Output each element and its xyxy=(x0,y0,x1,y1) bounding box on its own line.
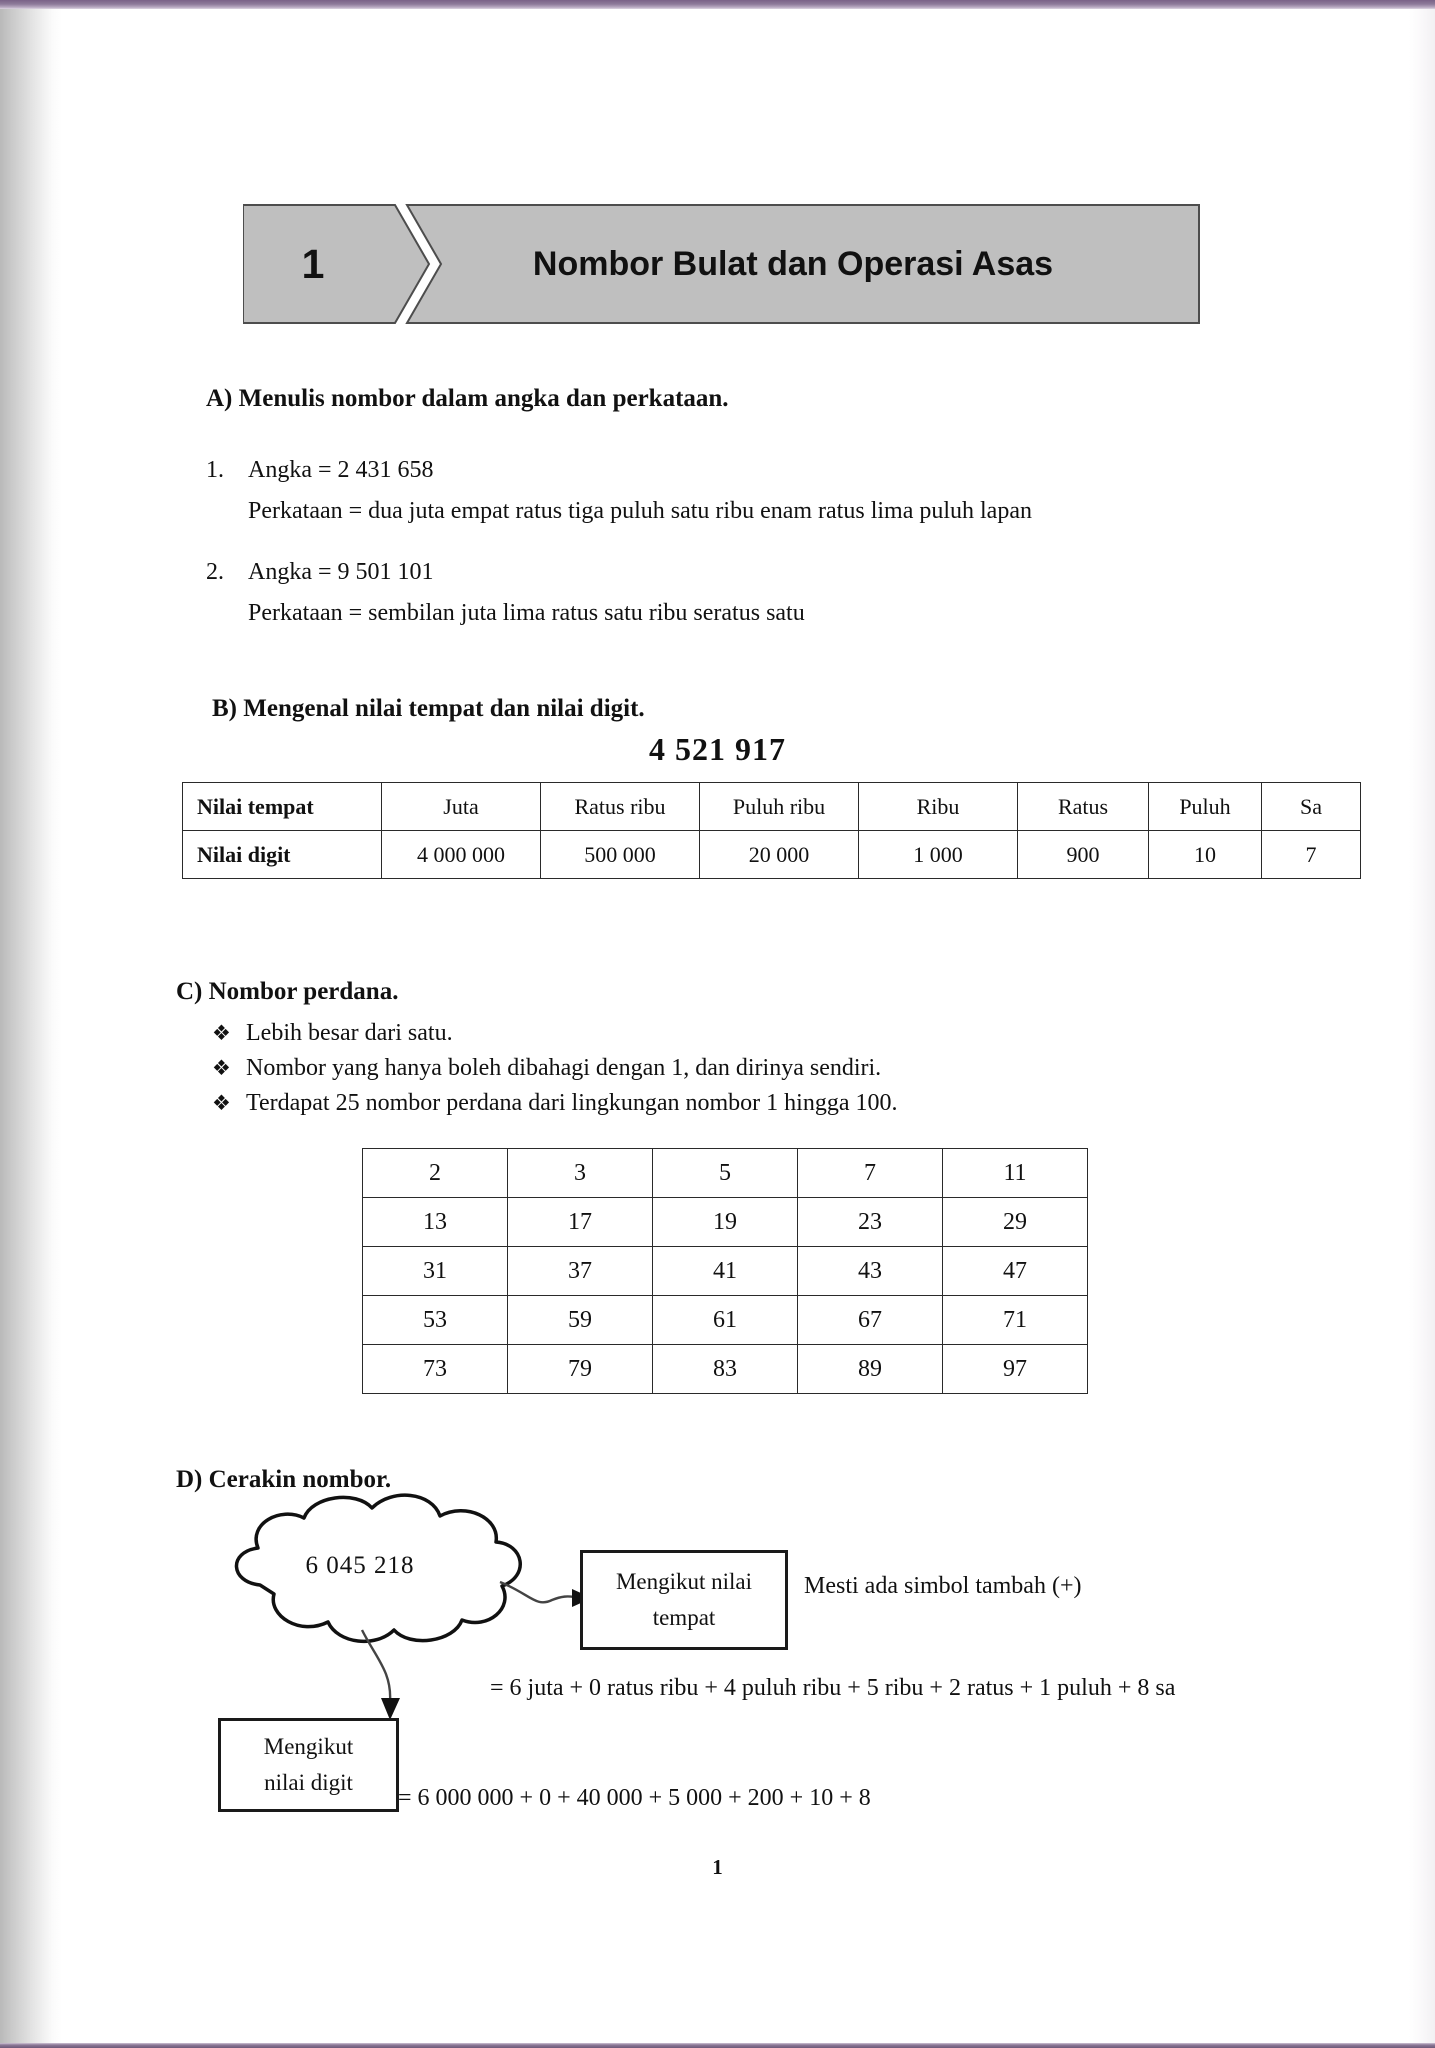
prime-cell: 31 xyxy=(363,1247,508,1296)
place-value-cell: Ratus ribu xyxy=(541,783,700,831)
prime-cell: 11 xyxy=(943,1149,1088,1198)
place-value-method-line1: Mengikut nilai xyxy=(615,1569,753,1595)
page-right-edge xyxy=(1409,9,1435,2043)
prime-cell: 19 xyxy=(653,1198,798,1247)
expansion-place-value: = 6 juta + 0 ratus ribu + 4 puluh ribu + 5 ribu + 2 ratus + 1 puluh + 8 sa xyxy=(490,1675,1176,1701)
digit-value-method-line2: nilai digit xyxy=(264,1770,353,1795)
place-value-cell: Puluh ribu xyxy=(700,783,859,831)
table-row xyxy=(363,1198,1088,1247)
digit-value-cell: 900 xyxy=(1018,831,1149,879)
digit-value-method-line1: Mengikut xyxy=(263,1734,354,1760)
digit-value-method-box xyxy=(218,1718,399,1812)
prime-cell: 13 xyxy=(363,1198,508,1247)
table-row xyxy=(363,1345,1088,1394)
chapter-number: 1 xyxy=(301,240,325,287)
place-value-cell: Sa xyxy=(1262,783,1361,831)
place-value-method-box xyxy=(580,1550,788,1650)
arrow-to-place-value-box xyxy=(500,1582,574,1602)
bottom-accent-bar xyxy=(0,2043,1435,2048)
place-value-method-line2: tempat xyxy=(652,1605,716,1630)
prime-cell: 79 xyxy=(508,1345,653,1394)
place-value-cell: Ratus xyxy=(1018,783,1149,831)
prime-cell: 83 xyxy=(653,1345,798,1394)
digit-value-cell: 4 000 000 xyxy=(382,831,541,879)
chapter-title: Nombor Bulat dan Operasi Asas xyxy=(532,244,1054,283)
list-item xyxy=(212,1055,881,1082)
prime-cell: 5 xyxy=(653,1149,798,1198)
prime-cell: 71 xyxy=(943,1296,1088,1345)
prime-cell: 43 xyxy=(798,1247,943,1296)
prime-numbers-table xyxy=(362,1148,1088,1394)
prime-cell: 53 xyxy=(363,1296,508,1345)
bullet-text: Lebih besar dari satu. xyxy=(246,1020,453,1046)
diamond-bullet-icon: ❖ xyxy=(212,1021,231,1045)
prime-cell: 23 xyxy=(798,1198,943,1247)
expansion-digit-value: = 6 000 000 + 0 + 40 000 + 5 000 + 200 + 10 + 8 xyxy=(398,1785,871,1811)
prime-cell: 59 xyxy=(508,1296,653,1345)
place-value-cell: Juta xyxy=(382,783,541,831)
table-row xyxy=(363,1247,1088,1296)
digit-value-cell: 10 xyxy=(1149,831,1262,879)
cloud-number: 6 045 218 xyxy=(305,1552,415,1579)
section-b-heading: B) Mengenal nilai tempat dan nilai digit. xyxy=(212,695,645,722)
chapter-banner xyxy=(243,204,1200,324)
table-row xyxy=(363,1296,1088,1345)
arrowhead-digit-value xyxy=(381,1698,400,1720)
digit-value-cell: 7 xyxy=(1262,831,1361,879)
prime-cell: 89 xyxy=(798,1345,943,1394)
prime-cell: 3 xyxy=(508,1149,653,1198)
diamond-bullet-icon: ❖ xyxy=(212,1091,231,1115)
place-value-number: 4 521 917 xyxy=(649,731,786,767)
top-accent-bar xyxy=(0,0,1435,9)
prime-cell: 17 xyxy=(508,1198,653,1247)
item-2-angka: Angka = 9 501 101 xyxy=(248,559,434,585)
diamond-bullet-icon: ❖ xyxy=(212,1056,231,1080)
prime-cell: 2 xyxy=(363,1149,508,1198)
digit-value-cell: 1 000 xyxy=(859,831,1018,879)
place-value-cell: Ribu xyxy=(859,783,1018,831)
item-1-angka: Angka = 2 431 658 xyxy=(248,457,434,483)
prime-cell: 41 xyxy=(653,1247,798,1296)
prime-cell: 7 xyxy=(798,1149,943,1198)
table-row xyxy=(363,1149,1088,1198)
page-number: 1 xyxy=(712,1855,723,1879)
prime-cell: 73 xyxy=(363,1345,508,1394)
item-2-perkataan: Perkataan = sembilan juta lima ratus satu ribu seratus satu xyxy=(248,600,805,626)
prime-cell: 97 xyxy=(943,1345,1088,1394)
prime-cell: 47 xyxy=(943,1247,1088,1296)
item-1-perkataan: Perkataan = dua juta empat ratus tiga puluh satu ribu enam ratus lima puluh lapan xyxy=(248,498,1032,524)
row-label-nilai-tempat: Nilai tempat xyxy=(183,783,382,831)
bullet-text: Nombor yang hanya boleh dibahagi dengan 1, dan dirinya sendiri. xyxy=(246,1055,882,1081)
list-item xyxy=(212,1020,453,1047)
digit-value-cell: 500 000 xyxy=(541,831,700,879)
prime-cell: 61 xyxy=(653,1296,798,1345)
item-2-index: 2. xyxy=(206,559,224,585)
plus-symbol-note: Mesti ada simbol tambah (+) xyxy=(804,1573,1082,1599)
prime-cell: 29 xyxy=(943,1198,1088,1247)
prime-cell: 37 xyxy=(508,1247,653,1296)
cerakin-diagram xyxy=(200,1490,1400,1850)
table-row xyxy=(183,783,1361,831)
bullet-text: Terdapat 25 nombor perdana dari lingkungan nombor 1 hingga 100. xyxy=(246,1090,898,1116)
prime-cell: 67 xyxy=(798,1296,943,1345)
list-item xyxy=(212,1090,898,1117)
section-d-heading: D) Cerakin nombor. xyxy=(176,1466,392,1493)
section-c-heading: C) Nombor perdana. xyxy=(176,978,399,1005)
page-binding-shadow xyxy=(0,9,62,2043)
item-1-index: 1. xyxy=(206,457,224,483)
table-row xyxy=(183,831,1361,879)
place-value-table xyxy=(182,782,1361,879)
row-label-nilai-digit: Nilai digit xyxy=(183,831,382,879)
section-a-heading: A) Menulis nombor dalam angka dan perkataan. xyxy=(206,385,729,412)
place-value-cell: Puluh xyxy=(1149,783,1262,831)
digit-value-cell: 20 000 xyxy=(700,831,859,879)
